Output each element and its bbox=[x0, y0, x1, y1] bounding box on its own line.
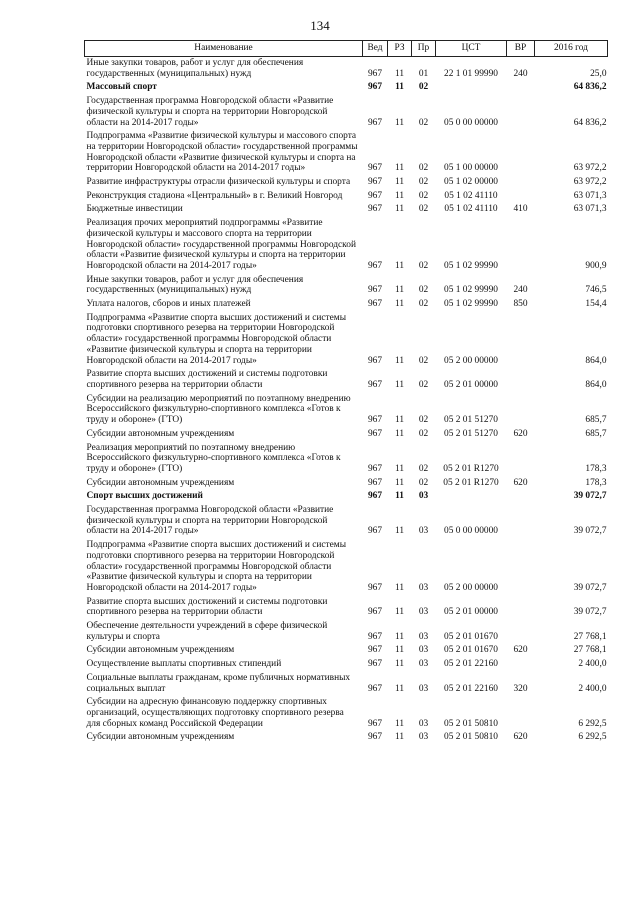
row-ved: 967 bbox=[367, 732, 383, 743]
row-vr bbox=[507, 393, 535, 428]
table-row bbox=[85, 731, 608, 745]
row-cst: 05 2 01 00000 bbox=[444, 379, 498, 390]
row-cst: 05 1 02 41110 bbox=[444, 204, 498, 215]
row-vr bbox=[507, 312, 535, 369]
row-cst: 05 1 02 41110 bbox=[444, 190, 498, 201]
row-cst: 05 0 00 00000 bbox=[444, 526, 498, 537]
row-cst: 05 2 01 22160 bbox=[444, 659, 498, 670]
row-cst: 05 1 02 99990 bbox=[444, 260, 498, 271]
table-row bbox=[85, 368, 608, 392]
row-rz: 11 bbox=[394, 163, 405, 174]
row-amount: 27 768,1 bbox=[573, 645, 607, 656]
row-vr: 620 bbox=[513, 732, 528, 743]
row-pr: 02 bbox=[418, 463, 429, 474]
row-pr: 02 bbox=[418, 204, 429, 215]
row-amount: 64 836,2 bbox=[573, 117, 607, 128]
row-name: Иные закупки товаров, работ и услуг для обеспечения государственных (муниципальных) нужд bbox=[86, 58, 304, 79]
row-amount: 685,7 bbox=[585, 428, 607, 439]
row-vr bbox=[507, 696, 535, 731]
row-amount: 25,0 bbox=[590, 68, 607, 79]
table-row bbox=[85, 312, 608, 369]
row-ved: 967 bbox=[367, 582, 383, 593]
table-body bbox=[85, 57, 608, 746]
row-rz: 11 bbox=[394, 428, 405, 439]
row-ved: 967 bbox=[367, 68, 383, 79]
row-pr: 03 bbox=[418, 718, 429, 729]
row-pr: 03 bbox=[418, 659, 429, 670]
row-pr: 03 bbox=[418, 683, 429, 694]
row-pr: 02 bbox=[418, 477, 429, 488]
row-name: Подпрограмма «Развитие спорта высших достижений и системы подготовки спортивного резерва на территории Новгородской области» государственной программы Новгородской области «Развитие физической культуры и спорта на территории Новгородской области на 2014-2017 годы» bbox=[86, 540, 347, 593]
row-pr: 02 bbox=[418, 299, 429, 310]
row-cst bbox=[436, 81, 507, 95]
row-name: Уплата налогов, сборов и иных платежей bbox=[86, 299, 251, 310]
row-rz: 11 bbox=[394, 68, 405, 79]
row-cst: 05 1 02 00000 bbox=[444, 177, 498, 188]
header-cst: ЦСТ bbox=[436, 41, 507, 57]
row-pr: 02 bbox=[418, 285, 429, 296]
row-rz: 11 bbox=[394, 260, 405, 271]
row-cst: 05 2 01 00000 bbox=[444, 607, 498, 618]
row-ved: 967 bbox=[367, 355, 383, 366]
row-ved: 967 bbox=[367, 190, 383, 201]
row-rz: 11 bbox=[394, 645, 405, 656]
row-name: Субсидии на реализацию мероприятий по поэтапному внедрению Всероссийского физкультурно-спортивного комплекса «Готов к труду и обороне» (ГТО) bbox=[86, 393, 351, 426]
row-amount: 39 072,7 bbox=[573, 526, 607, 537]
row-ved: 967 bbox=[367, 463, 383, 474]
row-ved: 967 bbox=[367, 163, 383, 174]
row-vr bbox=[507, 95, 535, 130]
table-row bbox=[85, 95, 608, 130]
row-amount: 864,0 bbox=[585, 355, 607, 366]
row-vr: 240 bbox=[513, 68, 528, 79]
row-ved: 967 bbox=[367, 491, 383, 502]
row-name: Подпрограмма «Развитие спорта высших достижений и системы подготовки спортивного резерва на территории Новгородской области» государственной программы Новгородской области «Развитие физической культуры и спорта на территории Новгородской области на 2014-2017 годы» bbox=[86, 312, 347, 366]
row-vr bbox=[507, 490, 535, 504]
row-vr bbox=[507, 596, 535, 620]
row-pr: 03 bbox=[418, 645, 429, 656]
row-vr bbox=[507, 620, 535, 644]
table-header-row bbox=[85, 41, 608, 57]
table-row bbox=[85, 620, 608, 644]
header-vr: ВР bbox=[507, 41, 535, 57]
row-name: Обеспечение деятельности учреждений в сфере физической культуры и спорта bbox=[86, 621, 328, 642]
row-amount: 154,4 bbox=[585, 299, 607, 310]
row-vr bbox=[507, 176, 535, 190]
row-rz: 11 bbox=[394, 718, 405, 729]
row-rz: 11 bbox=[394, 285, 405, 296]
header-name: Наименование bbox=[85, 41, 363, 57]
header-ved: Вед bbox=[363, 41, 388, 57]
header-rz: РЗ bbox=[388, 41, 412, 57]
row-pr: 01 bbox=[418, 68, 429, 79]
row-rz: 11 bbox=[394, 683, 405, 694]
row-pr: 02 bbox=[418, 117, 429, 128]
row-amount: 39 072,7 bbox=[573, 582, 607, 593]
row-rz: 11 bbox=[394, 659, 405, 670]
row-name: Социальные выплаты гражданам, кроме публичных нормативных социальных выплат bbox=[86, 672, 351, 694]
row-vr: 620 bbox=[513, 428, 528, 439]
row-ved: 967 bbox=[367, 379, 383, 390]
row-vr bbox=[507, 190, 535, 204]
row-pr: 03 bbox=[418, 732, 429, 743]
row-ved: 967 bbox=[367, 299, 383, 310]
row-cst: 05 2 01 01670 bbox=[444, 645, 498, 656]
table-row bbox=[85, 644, 608, 658]
row-amount: 900,9 bbox=[585, 260, 607, 271]
row-name: Реализация мероприятий по поэтапному внедрению Всероссийского физкультурно-спортивного комплекса «Готов к труду и обороне» (ГТО) bbox=[86, 442, 341, 474]
row-amount: 27 768,1 bbox=[573, 631, 607, 642]
row-name: Субсидии автономным учреждениям bbox=[86, 645, 235, 656]
row-rz: 11 bbox=[394, 631, 405, 642]
row-cst: 05 1 02 99990 bbox=[444, 285, 498, 296]
page-number: 134 bbox=[310, 18, 330, 33]
row-rz: 11 bbox=[394, 117, 405, 128]
header-year: 2016 год bbox=[535, 41, 608, 57]
row-name: Подпрограмма «Развитие физической культуры и массового спорта на территории Новгородской области» государственной программы Новгородской области «Развитие физической культуры и спорта на территории Новгородской области на 2014-2017 годы» bbox=[86, 131, 358, 174]
row-amount: 39 072,7 bbox=[573, 491, 607, 502]
row-vr: 320 bbox=[513, 683, 528, 694]
row-pr: 02 bbox=[418, 82, 429, 93]
row-rz: 11 bbox=[394, 732, 405, 743]
row-pr: 02 bbox=[418, 379, 429, 390]
row-name: Массовый спорт bbox=[86, 82, 157, 93]
table-row bbox=[85, 130, 608, 176]
row-name: Субсидии автономным учреждениям bbox=[86, 428, 235, 439]
row-name: Субсидии автономным учреждениям bbox=[86, 477, 235, 488]
row-vr bbox=[507, 504, 535, 539]
row-pr: 02 bbox=[418, 260, 429, 271]
row-pr: 03 bbox=[418, 607, 429, 618]
row-ved: 967 bbox=[367, 631, 383, 642]
row-vr bbox=[507, 130, 535, 176]
row-amount: 64 836,2 bbox=[573, 82, 607, 93]
row-pr: 02 bbox=[418, 428, 429, 439]
row-cst: 05 2 01 22160 bbox=[444, 683, 498, 694]
row-rz: 11 bbox=[394, 204, 405, 215]
row-rz: 11 bbox=[395, 82, 404, 93]
table-row bbox=[85, 81, 608, 95]
table-row bbox=[85, 696, 608, 731]
table-row bbox=[85, 658, 608, 672]
table-row bbox=[85, 442, 608, 477]
row-rz: 11 bbox=[394, 607, 405, 618]
row-name: Иные закупки товаров, работ и услуг для обеспечения государственных (муниципальных) нужд bbox=[86, 274, 304, 296]
row-cst: 05 2 01 R1270 bbox=[443, 477, 499, 488]
row-amount: 6 292,5 bbox=[578, 718, 607, 729]
row-rz: 11 bbox=[394, 299, 405, 310]
row-rz: 11 bbox=[394, 526, 405, 537]
table-row bbox=[85, 203, 608, 217]
table-row bbox=[85, 477, 608, 491]
row-amount: 39 072,7 bbox=[573, 607, 607, 618]
row-cst bbox=[436, 490, 507, 504]
table-row bbox=[85, 176, 608, 190]
row-vr: 240 bbox=[513, 285, 528, 296]
row-ved: 967 bbox=[367, 415, 383, 426]
table-row bbox=[85, 274, 608, 298]
row-ved: 967 bbox=[367, 82, 383, 93]
header-pr: Пр bbox=[412, 41, 436, 57]
row-amount: 63 972,2 bbox=[573, 163, 607, 174]
row-name: Развитие спорта высших достижений и системы подготовки спортивного резерва на территории области bbox=[86, 369, 328, 390]
row-pr: 02 bbox=[418, 190, 429, 201]
row-ved: 967 bbox=[367, 428, 383, 439]
row-rz: 11 bbox=[394, 415, 405, 426]
row-rz: 11 bbox=[394, 190, 405, 201]
row-pr: 02 bbox=[418, 163, 429, 174]
table-row bbox=[85, 672, 608, 696]
row-name: Государственная программа Новгородской области «Развитие физической культуры и спорта на территории Новгородской области на 2014-2017 годы» bbox=[86, 505, 334, 537]
row-vr bbox=[507, 81, 535, 95]
table-row bbox=[85, 393, 608, 428]
row-ved: 967 bbox=[367, 285, 383, 296]
row-vr: 620 bbox=[513, 645, 528, 656]
row-pr: 03 bbox=[418, 582, 429, 593]
table-row bbox=[85, 490, 608, 504]
row-name: Государственная программа Новгородской области «Развитие физической культуры и спорта на территории Новгородской области на 2014-2017 годы» bbox=[86, 96, 334, 128]
row-rz: 11 bbox=[394, 477, 405, 488]
row-amount: 178,3 bbox=[585, 477, 607, 488]
row-cst: 05 0 00 00000 bbox=[444, 117, 498, 128]
row-rz: 11 bbox=[394, 177, 405, 188]
row-ved: 967 bbox=[367, 683, 383, 694]
row-cst: 05 2 01 50810 bbox=[444, 732, 498, 743]
row-ved: 967 bbox=[367, 117, 383, 128]
row-cst: 05 2 01 51270 bbox=[444, 415, 498, 426]
table-row bbox=[85, 298, 608, 312]
row-ved: 967 bbox=[367, 526, 383, 537]
row-name: Реконструкция стадиона «Центральный» в г. Великий Новгород bbox=[86, 190, 343, 201]
row-pr: 03 bbox=[418, 491, 429, 502]
row-name: Развитие спорта высших достижений и системы подготовки спортивного резерва на территории области bbox=[86, 596, 328, 618]
row-name: Осуществление выплаты спортивных стипендий bbox=[86, 659, 282, 670]
row-ved: 967 bbox=[367, 204, 383, 215]
row-name: Реализация прочих мероприятий подпрограммы «Развитие физической культуры и массового спорта на территории Новгородской области» государственной программы Новгородской области «Развитие физической культуры и спорта на территории Новгородской области на 2014-2017 годы» bbox=[86, 218, 356, 271]
row-amount: 63 972,2 bbox=[573, 177, 607, 188]
row-amount: 864,0 bbox=[585, 379, 607, 390]
row-rz: 11 bbox=[394, 379, 405, 390]
row-ved: 967 bbox=[367, 260, 383, 271]
row-amount: 6 292,5 bbox=[578, 732, 607, 743]
row-rz: 11 bbox=[394, 463, 405, 474]
row-cst: 05 2 01 01670 bbox=[444, 631, 498, 642]
row-name: Спорт высших достижений bbox=[86, 491, 203, 502]
budget-table bbox=[84, 40, 608, 745]
row-ved: 967 bbox=[367, 718, 383, 729]
row-pr: 02 bbox=[418, 415, 429, 426]
row-pr: 02 bbox=[418, 177, 429, 188]
table-row bbox=[85, 539, 608, 596]
row-name: Субсидии автономным учреждениям bbox=[86, 732, 235, 743]
row-ved: 967 bbox=[367, 177, 383, 188]
row-vr: 620 bbox=[513, 477, 528, 488]
row-cst: 05 2 00 00000 bbox=[444, 355, 498, 366]
table-row bbox=[85, 504, 608, 539]
row-amount: 2 400,0 bbox=[578, 659, 607, 670]
row-cst: 05 2 00 00000 bbox=[444, 582, 498, 593]
table-row bbox=[85, 57, 608, 82]
row-vr: 410 bbox=[513, 204, 528, 215]
row-ved: 967 bbox=[367, 607, 383, 618]
row-cst: 05 2 01 R1270 bbox=[443, 463, 499, 474]
row-amount: 746,5 bbox=[585, 285, 607, 296]
row-vr bbox=[507, 442, 535, 477]
row-vr bbox=[507, 368, 535, 392]
row-cst: 05 1 00 00000 bbox=[444, 163, 498, 174]
row-vr: 850 bbox=[513, 299, 528, 310]
row-ved: 967 bbox=[367, 477, 383, 488]
row-amount: 63 071,3 bbox=[573, 190, 607, 201]
row-name: Субсидии на адресную финансовую поддержку спортивных организаций, осуществляющих подготовку спортивного резерва для сборных команд Российской Федерации bbox=[86, 697, 344, 729]
row-cst: 05 1 02 99990 bbox=[444, 299, 498, 310]
row-ved: 967 bbox=[367, 659, 383, 670]
row-cst: 05 2 01 50810 bbox=[444, 718, 498, 729]
row-amount: 685,7 bbox=[585, 415, 607, 426]
row-amount: 178,3 bbox=[585, 463, 607, 474]
table-row bbox=[85, 190, 608, 204]
row-ved: 967 bbox=[367, 645, 383, 656]
row-amount: 63 071,3 bbox=[573, 204, 607, 215]
row-cst: 05 2 01 51270 bbox=[444, 428, 498, 439]
row-pr: 02 bbox=[418, 355, 429, 366]
row-rz: 11 bbox=[395, 491, 404, 502]
table-row bbox=[85, 428, 608, 442]
table-row bbox=[85, 596, 608, 620]
table-row bbox=[85, 217, 608, 274]
row-cst: 22 1 01 99990 bbox=[444, 68, 498, 79]
row-vr bbox=[507, 658, 535, 672]
row-rz: 11 bbox=[394, 355, 405, 366]
row-pr: 03 bbox=[418, 631, 429, 642]
row-pr: 03 bbox=[418, 526, 429, 537]
row-name: Бюджетные инвестиции bbox=[86, 204, 183, 215]
row-rz: 11 bbox=[394, 582, 405, 593]
row-amount: 2 400,0 bbox=[578, 683, 607, 694]
row-vr bbox=[507, 539, 535, 596]
row-name: Развитие инфраструктуры отрасли физической культуры и спорта bbox=[86, 177, 351, 188]
row-vr bbox=[507, 217, 535, 274]
